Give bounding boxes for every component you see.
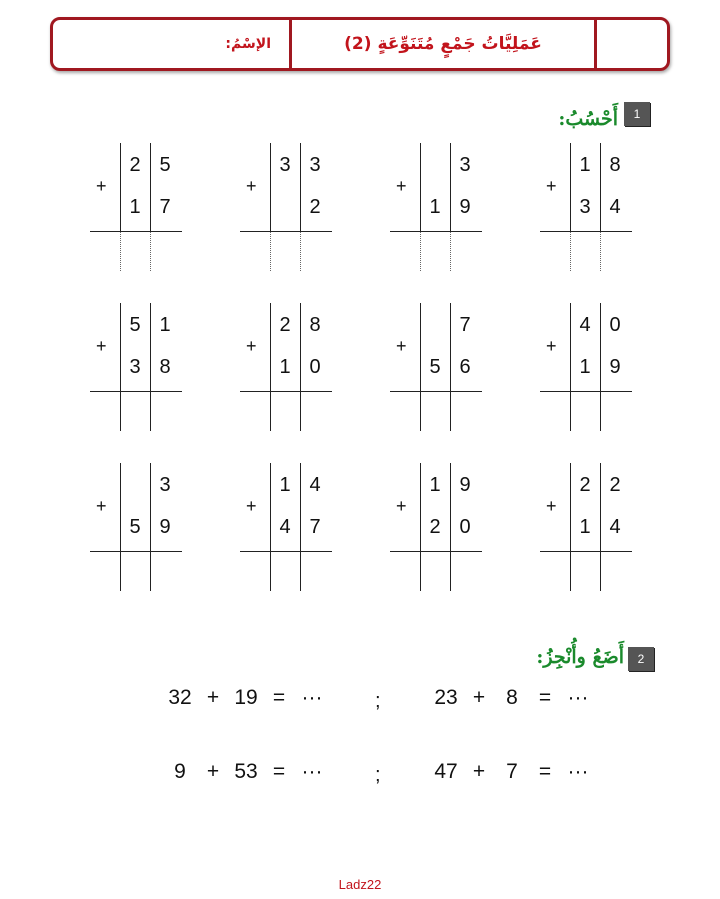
tens-digit: 1	[579, 154, 591, 176]
answer-column-divider	[270, 231, 271, 271]
units-digit: 8	[609, 154, 621, 176]
tens-digit: 4	[579, 314, 591, 336]
column-divider	[150, 463, 151, 591]
units-digit: 3	[459, 154, 471, 176]
column-divider	[450, 143, 451, 231]
sum-line	[390, 231, 482, 232]
tens-digit: 3	[129, 356, 141, 378]
tens-digit: 5	[129, 314, 141, 336]
sum-line	[390, 551, 482, 552]
section-title: أَحْسُبُ:	[558, 108, 618, 130]
second-addend: 53	[234, 760, 258, 783]
answer-column-divider	[420, 231, 421, 271]
column-divider	[300, 463, 301, 591]
addition-problem	[90, 463, 182, 591]
tens-digit: 3	[579, 196, 591, 218]
sum-line	[90, 231, 182, 232]
tens-digit: 1	[579, 356, 591, 378]
answer-column-divider	[120, 231, 121, 271]
plus-sign: +	[396, 496, 407, 516]
plus-sign: +	[96, 496, 107, 516]
addition-problem	[240, 303, 332, 431]
column-divider	[300, 143, 301, 231]
operator: +	[472, 760, 486, 783]
plus-sign: +	[546, 176, 557, 196]
plus-sign: +	[246, 176, 257, 196]
column-divider	[600, 303, 601, 431]
column-divider	[150, 143, 151, 231]
plus-sign: +	[546, 496, 557, 516]
addition-problem	[540, 463, 632, 591]
tens-digit: 5	[129, 516, 141, 538]
addition-problem	[240, 463, 332, 591]
sum-line	[240, 391, 332, 392]
first-addend: 23	[434, 686, 458, 709]
tens-digit: 1	[129, 196, 141, 218]
sum-line	[390, 391, 482, 392]
units-digit: 7	[309, 516, 321, 538]
second-addend: 7	[506, 760, 518, 783]
sum-line	[240, 551, 332, 552]
operator: +	[206, 686, 220, 709]
equation	[426, 686, 598, 710]
tens-digit: 4	[279, 516, 291, 538]
column-divider	[420, 143, 421, 231]
plus-sign: +	[396, 336, 407, 356]
column-divider	[420, 303, 421, 431]
units-digit: 4	[609, 516, 621, 538]
equals-sign: =	[538, 686, 552, 709]
tens-digit: 1	[429, 196, 441, 218]
plus-sign: +	[96, 336, 107, 356]
units-digit: 2	[609, 474, 621, 496]
sum-line	[90, 391, 182, 392]
column-divider	[300, 303, 301, 431]
operator: +	[206, 760, 220, 783]
answer-column-divider	[450, 231, 451, 271]
units-digit: 9	[459, 474, 471, 496]
units-digit: 3	[309, 154, 321, 176]
first-addend: 47	[434, 760, 458, 783]
column-divider	[270, 463, 271, 591]
column-divider	[600, 143, 601, 231]
addition-problem	[390, 303, 482, 431]
second-addend: 8	[506, 686, 518, 709]
column-divider	[270, 303, 271, 431]
equals-sign: =	[272, 760, 286, 783]
column-divider	[420, 463, 421, 591]
section-number-badge: 1	[624, 102, 650, 126]
worksheet-header	[50, 17, 670, 71]
answer-column-divider	[570, 231, 571, 271]
addition-problem	[90, 143, 182, 271]
plus-sign: +	[246, 336, 257, 356]
units-digit: 7	[459, 314, 471, 336]
answer-column-divider	[300, 231, 301, 271]
sum-line	[240, 231, 332, 232]
plus-sign: +	[396, 176, 407, 196]
tens-digit: 2	[429, 516, 441, 538]
plus-sign: +	[96, 176, 107, 196]
equation	[426, 760, 598, 784]
units-digit: 8	[159, 356, 171, 378]
column-divider	[150, 303, 151, 431]
addition-problem	[390, 463, 482, 591]
sum-line	[540, 231, 632, 232]
second-addend: 19	[234, 686, 258, 709]
units-digit: 5	[159, 154, 171, 176]
column-divider	[270, 143, 271, 231]
units-digit: 4	[309, 474, 321, 496]
units-digit: 9	[459, 196, 471, 218]
units-digit: 3	[159, 474, 171, 496]
tens-digit: 2	[279, 314, 291, 336]
section-title: أَضَعُ وأُنْجِزُ:	[536, 646, 624, 668]
tens-digit: 1	[429, 474, 441, 496]
column-divider	[120, 463, 121, 591]
header-title-cell	[289, 20, 594, 68]
units-digit: 8	[309, 314, 321, 336]
answer-column-divider	[600, 231, 601, 271]
tens-digit: 3	[279, 154, 291, 176]
footer-credit: Ladz22	[338, 877, 382, 892]
tens-digit: 2	[129, 154, 141, 176]
equation-separator: ;	[375, 764, 381, 786]
units-digit: 7	[159, 196, 171, 218]
plus-sign: +	[246, 496, 257, 516]
units-digit: 4	[609, 196, 621, 218]
column-divider	[450, 303, 451, 431]
name-label: الإسْمُ:	[225, 36, 271, 52]
header-blank-cell	[594, 20, 667, 68]
tens-digit: 2	[579, 474, 591, 496]
tens-digit: 1	[279, 474, 291, 496]
column-divider	[570, 143, 571, 231]
section-number-badge: 2	[628, 647, 654, 671]
first-addend: 9	[174, 760, 186, 783]
units-digit: 0	[309, 356, 321, 378]
units-digit: 9	[159, 516, 171, 538]
column-divider	[570, 303, 571, 431]
units-digit: 2	[309, 196, 321, 218]
tens-digit: 1	[579, 516, 591, 538]
operator: +	[472, 686, 486, 709]
units-digit: 0	[609, 314, 621, 336]
equals-sign: =	[538, 760, 552, 783]
addition-problem	[540, 143, 632, 271]
sum-line	[90, 551, 182, 552]
column-divider	[570, 463, 571, 591]
tens-digit: 1	[279, 356, 291, 378]
result-blank[interactable]: ···	[301, 760, 323, 783]
units-digit: 0	[459, 516, 471, 538]
addition-problem	[240, 143, 332, 271]
result-blank[interactable]: ···	[567, 686, 589, 709]
sum-line	[540, 551, 632, 552]
sum-line	[540, 391, 632, 392]
tens-digit: 5	[429, 356, 441, 378]
equals-sign: =	[272, 686, 286, 709]
units-digit: 1	[159, 314, 171, 336]
first-addend: 32	[168, 686, 192, 709]
column-divider	[120, 143, 121, 231]
addition-problem	[90, 303, 182, 431]
equation	[160, 686, 332, 710]
header-name-cell[interactable]	[53, 20, 289, 68]
column-divider	[600, 463, 601, 591]
units-digit: 6	[459, 356, 471, 378]
equation	[160, 760, 332, 784]
worksheet-title: عَمَلِيَّاتُ جَمْعٍ مُتَنَوِّعَةٍ (2)	[344, 34, 542, 54]
addition-problem	[540, 303, 632, 431]
result-blank[interactable]: ···	[301, 686, 323, 709]
equation-separator: ;	[375, 690, 381, 712]
units-digit: 9	[609, 356, 621, 378]
addition-problem	[390, 143, 482, 271]
result-blank[interactable]: ···	[567, 760, 589, 783]
column-divider	[120, 303, 121, 431]
answer-column-divider	[150, 231, 151, 271]
plus-sign: +	[546, 336, 557, 356]
column-divider	[450, 463, 451, 591]
